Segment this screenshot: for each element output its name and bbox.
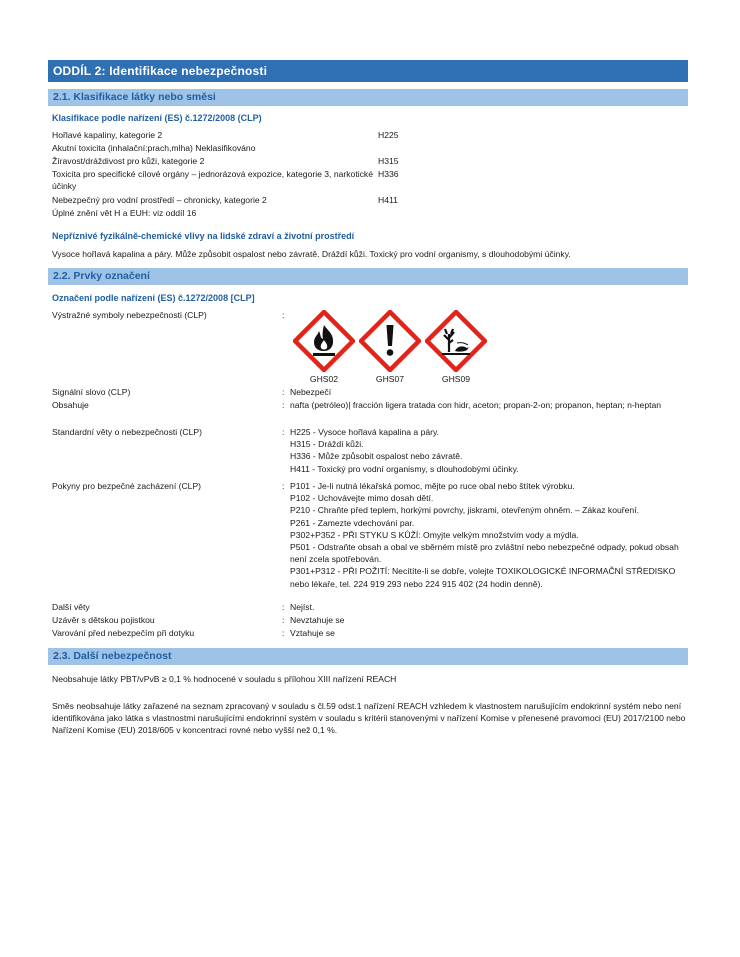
pictogram-ghs09 bbox=[425, 310, 487, 384]
classification-name: Toxicita pro specifické cílové orgány – jednorázová expozice, kategorie 3, narkotické účinky bbox=[52, 169, 374, 192]
clp-classification-heading: Klasifikace podle nařízení (ES) č.1272/2008 (CLP) bbox=[52, 113, 262, 123]
precautionary-statements-list bbox=[290, 480, 685, 590]
classification-row bbox=[52, 194, 692, 207]
classification-code: H225 bbox=[378, 130, 399, 140]
pictogram-code: GHS02 bbox=[309, 374, 339, 384]
pbt-vpvb-text: Neobsahuje látky PBT/vPvB ≥ 0,1 % hodnocené v souladu s přílohou XIII nařízení REACH bbox=[52, 674, 397, 684]
pictogram-ghs07 bbox=[359, 310, 421, 384]
endocrine-disruptor-text: Směs neobsahuje látky zařazené na seznam zpracovaný v souladu s čl.59 odst.1 nařízení REACH vzhledem k vlastnostem narušujícím endokrinní systém nebo není identifikována jako látka s vlastnostmi narušujícími endokrinní systém v souladu s kritérii stanovenými v nařízení Komise v přenesené pravomoci (EU) 2017/2100 nebo Nařízení Komise (EU) 2018/605 v koncentraci rovné nebo vyšší než 0,1 %. bbox=[52, 701, 686, 736]
classification-name: Hořlavé kapaliny, kategorie 2 bbox=[52, 130, 163, 140]
child-resistant-label: Uzávěr s dětskou pojistkou bbox=[52, 615, 155, 625]
precautionary-statement: P210 - Chraňte před teplem, horkými povrchy, jiskrami, otevřeným ohněm. – Zákaz kouření. bbox=[290, 505, 639, 516]
subsection-2-2-title: 2.2. Prvky označení bbox=[48, 268, 688, 285]
classification-row bbox=[52, 142, 692, 155]
clp-label-heading: Označení podle nařízení (ES) č.1272/2008 [CLP] bbox=[52, 293, 255, 303]
contains-value: nafta (petróleo)| fracción ligera tratada con hidr, aceton; propan-2-on; propanon, heptan; n-heptan bbox=[290, 400, 662, 410]
full-text-note: Úplné znění vět H a EUH: viz oddíl 16 bbox=[52, 208, 197, 218]
pictogram-code: GHS09 bbox=[441, 374, 471, 384]
other-phrases-value: Nejíst. bbox=[290, 602, 315, 612]
section-title: ODDÍL 2: Identifikace nebezpečnosti bbox=[48, 60, 688, 82]
precautionary-statement: P102 - Uchovávejte mimo dosah dětí. bbox=[290, 493, 434, 504]
precautionary-statement: P301+P312 - PŘI POŽITÍ: Necítíte-li se dobře, volejte TOXIKOLOGICKÉ INFORMAČNÍ STŘEDISKO nebo lékaře, tel. 224 919 293 nebo 224 915 402 (24 hodin denně). bbox=[290, 566, 676, 589]
exclamation-icon bbox=[359, 310, 421, 372]
classification-code: H336 bbox=[378, 169, 399, 179]
other-phrases-label: Další věty bbox=[52, 602, 90, 612]
colon: : bbox=[282, 427, 285, 437]
classification-code: H411 bbox=[378, 195, 398, 205]
adverse-effects-text: Vysoce hořlavá kapalina a páry. Může způsobit ospalost nebo závratě. Dráždí kůži. Toxický pro vodní organismy, s dlouhodobými účinky. bbox=[52, 249, 571, 259]
hazard-statements-list bbox=[290, 426, 685, 475]
classification-name: Žíravost/dráždivost pro kůži, kategorie 2 bbox=[52, 156, 205, 166]
tactile-warning-value: Vztahuje se bbox=[290, 628, 335, 638]
precautionary-statements-label: Pokyny pro bezpečné zacházení (CLP) bbox=[52, 481, 202, 491]
pictogram-ghs02 bbox=[293, 310, 355, 384]
precautionary-statement: P101 - Je-li nutná lékařská pomoc, mějte po ruce obal nebo štítek výrobku. bbox=[290, 481, 575, 491]
flame-icon bbox=[293, 310, 355, 372]
colon: : bbox=[282, 387, 285, 397]
colon: : bbox=[282, 628, 285, 638]
colon: : bbox=[282, 615, 285, 625]
colon: : bbox=[282, 602, 285, 612]
subsection-2-3-title: 2.3. Další nebezpečnost bbox=[48, 648, 688, 665]
pictogram-code: GHS07 bbox=[375, 374, 405, 384]
pictograms-label: Výstražné symboly nebezpečnosti (CLP) bbox=[52, 310, 207, 320]
tactile-warning-label: Varování před nebezpečím při dotyku bbox=[52, 628, 195, 638]
precautionary-statement: P261 - Zamezte vdechování par. bbox=[290, 517, 415, 528]
classification-row bbox=[52, 155, 692, 168]
environment-icon bbox=[425, 310, 487, 372]
hazard-statement: H336 - Může způsobit ospalost nebo závratě. bbox=[290, 451, 463, 462]
classification-name: Akutní toxicita (inhalační:prach,mlha) Neklasifikováno bbox=[52, 143, 256, 153]
classification-row bbox=[52, 129, 692, 142]
classification-name: Nebezpečný pro vodní prostředí – chronicky, kategorie 2 bbox=[52, 195, 267, 205]
classification-code: H315 bbox=[378, 156, 399, 166]
contains-label: Obsahuje bbox=[52, 400, 89, 410]
hazard-statements-label: Standardní věty o nebezpečnosti (CLP) bbox=[52, 427, 203, 437]
colon: : bbox=[282, 310, 285, 320]
colon: : bbox=[282, 400, 285, 410]
classification-row bbox=[52, 168, 692, 194]
colon: : bbox=[282, 481, 285, 491]
hazard-statement: H225 - Vysoce hořlavá kapalina a páry. bbox=[290, 427, 440, 437]
adverse-effects-heading: Nepříznivé fyzikálně-chemické vlivy na lidské zdraví a životní prostředí bbox=[52, 231, 355, 241]
precautionary-statement: P302+P352 - PŘI STYKU S KŮŽÍ: Omyjte velkým množstvím vody a mýdla. bbox=[290, 529, 579, 540]
hazard-statement: H411 - Toxický pro vodní organismy, s dlouhodobými účinky. bbox=[290, 463, 519, 474]
subsection-2-1-title: 2.1. Klasifikace látky nebo směsi bbox=[48, 89, 688, 106]
signal-word-label: Signální slovo (CLP) bbox=[52, 387, 131, 397]
child-resistant-value: Nevztahuje se bbox=[290, 615, 345, 625]
signal-word-value: Nebezpečí bbox=[290, 387, 332, 397]
precautionary-statement: P501 - Odstraňte obsah a obal ve sběrném místě pro zvláštní nebo nebezpečné odpady, pokud obsah není zcela spotřebován. bbox=[290, 542, 679, 565]
hazard-statement: H315 - Dráždí kůži. bbox=[290, 439, 364, 450]
